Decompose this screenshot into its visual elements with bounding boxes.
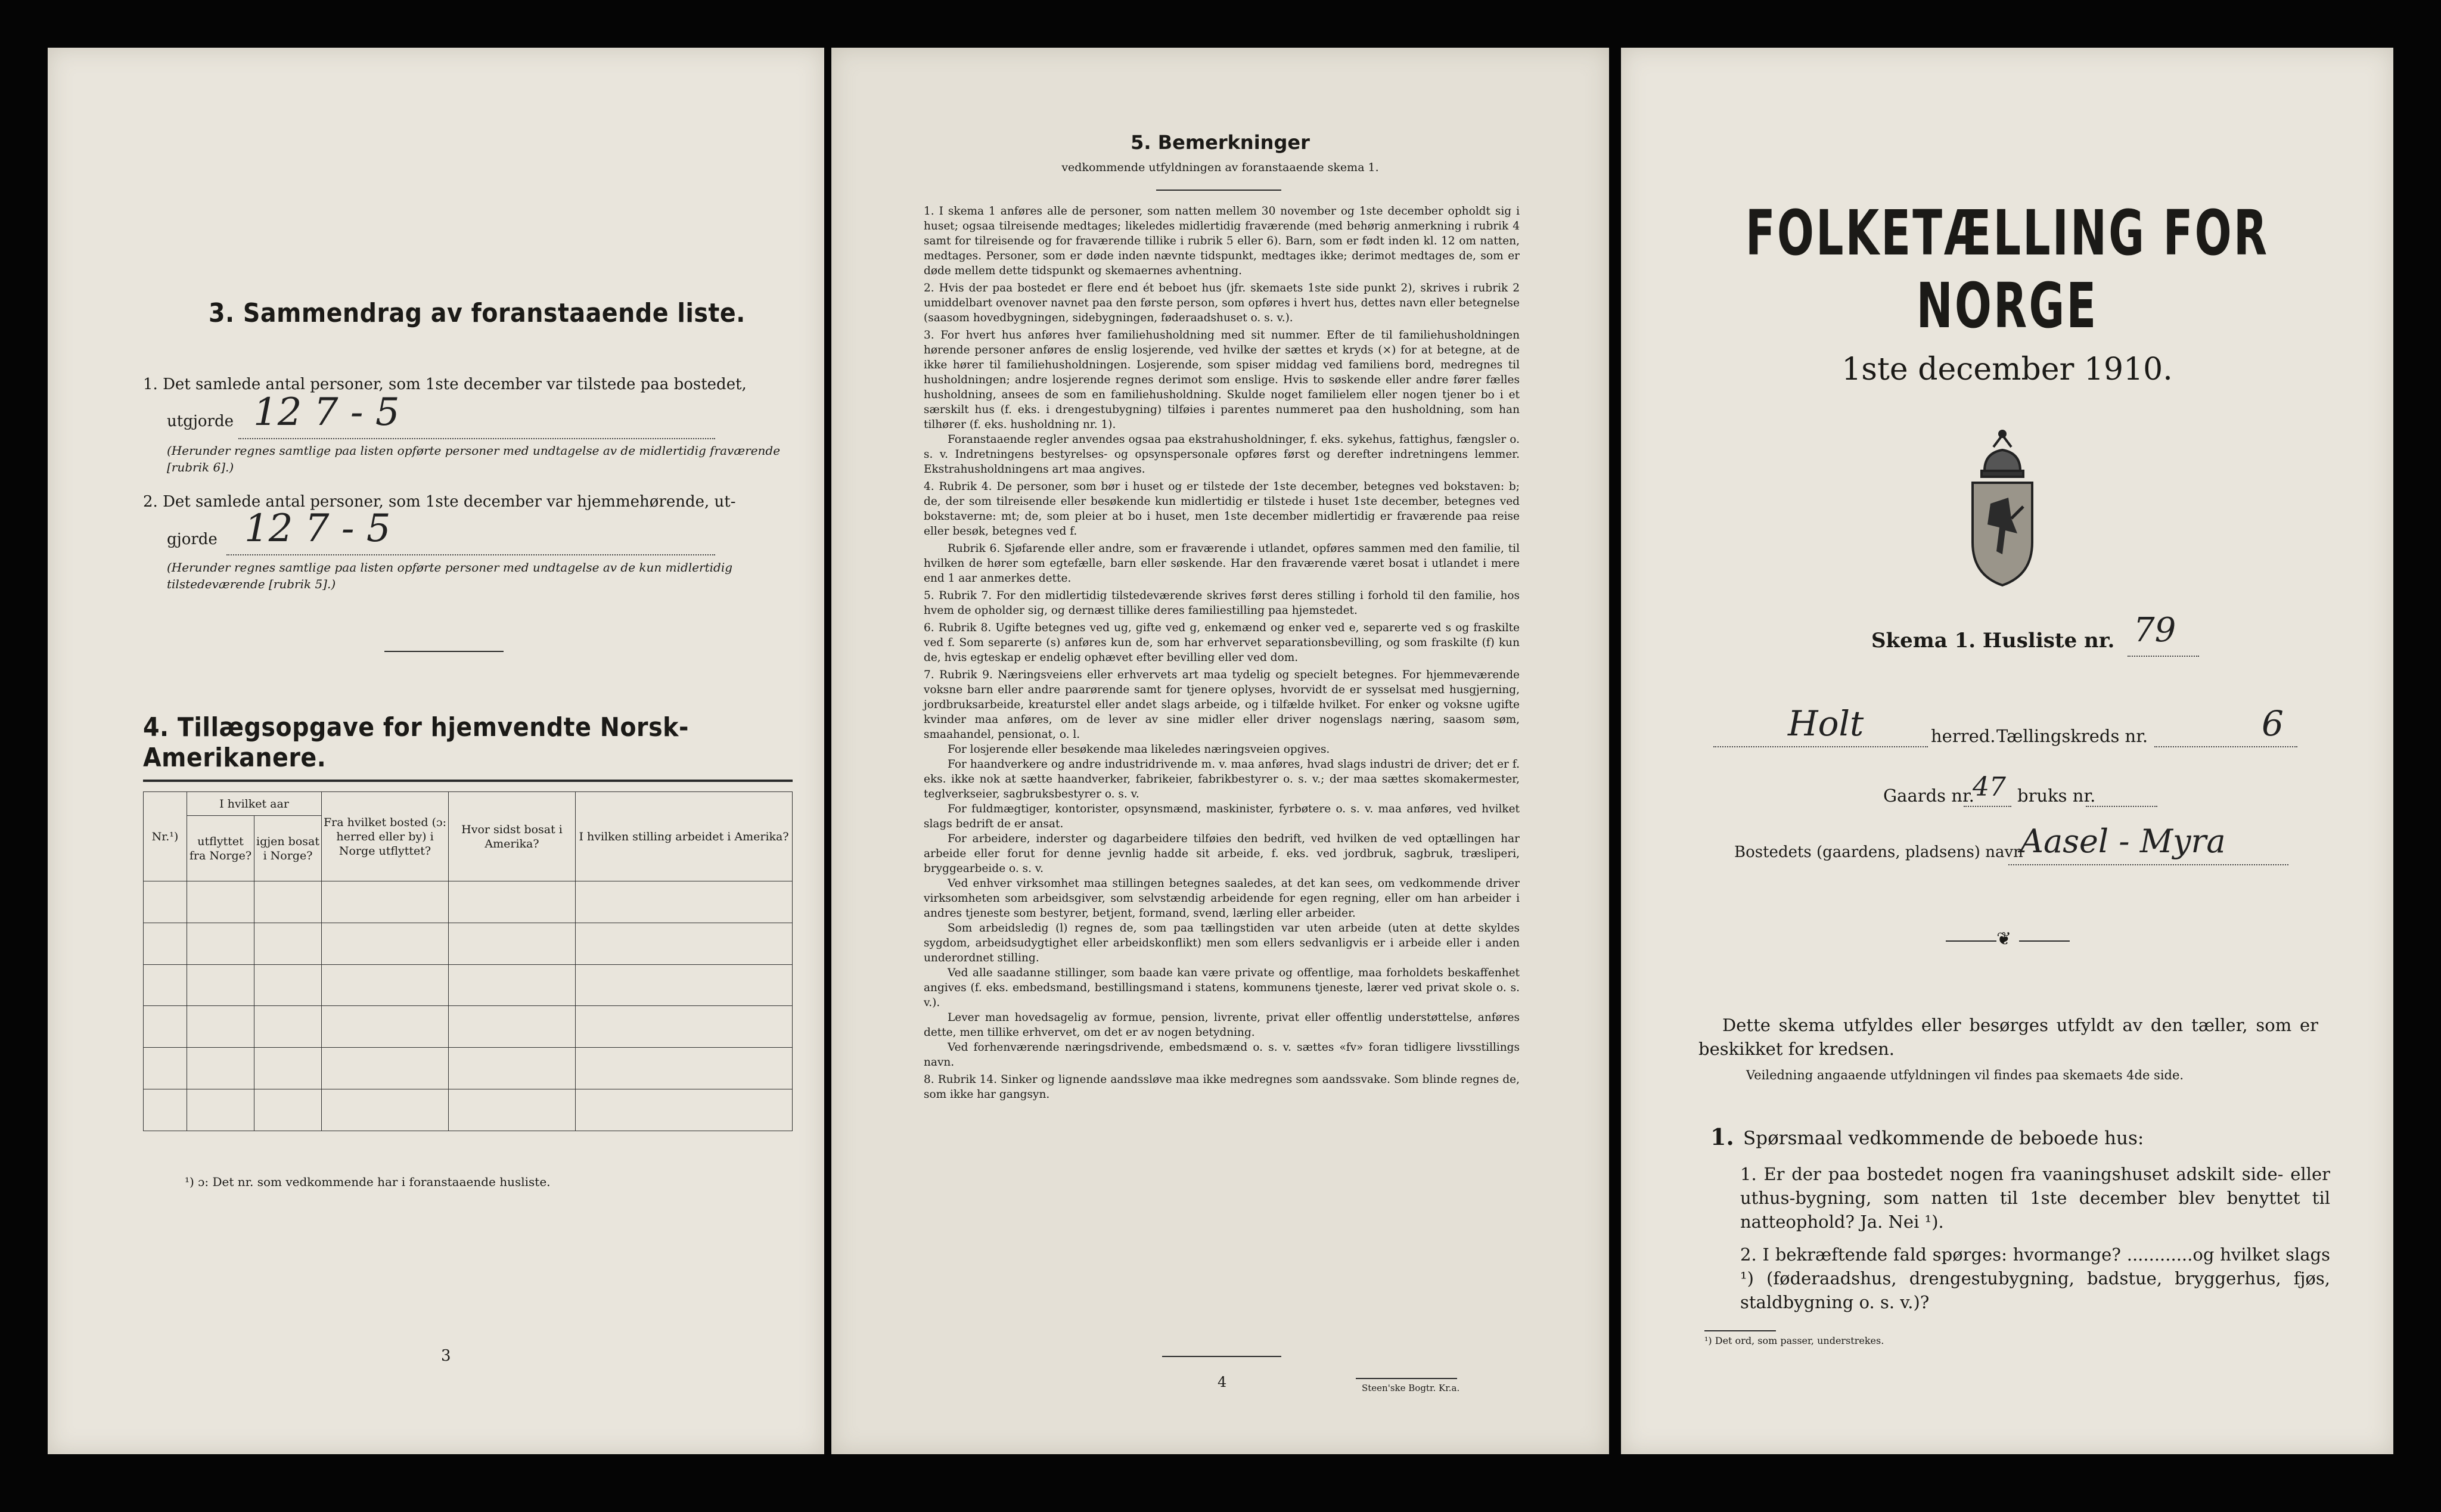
col-last: Hvor sidst bosat i Amerika?	[449, 792, 576, 881]
guide-text: Veiledning angaaende utfyldningen vil findes paa skemaets 4de side.	[1746, 1068, 2184, 1082]
remark-item: Ved alle saadanne stillinger, som baade kan være private og offentlige, maa forholdets beskaffenhet angives (f. eks. embedsmand, bestillingsmand i statens, kommunens tjeneste, lærer ved privat skole o. s. v.).	[924, 967, 1520, 1009]
page-4	[831, 48, 1609, 1454]
table-row	[144, 1048, 793, 1089]
husliste-line	[2128, 656, 2199, 657]
summary-item-2-value: 12 7 - 5	[244, 507, 391, 551]
summary-item-2-line	[226, 554, 715, 555]
herred-line	[1713, 746, 1928, 747]
question-heading-number: 1.	[1710, 1123, 1734, 1150]
bosted-value: Aasel - Myra	[2020, 822, 2226, 860]
table-row	[144, 964, 793, 1006]
remark-item: 1. I skema 1 anføres alle de personer, som natten mellem 30 november og 1ste december opholdt sig i huset; ogsaa tilreisende medtages; likeledes midlertidig fraværende (med behørig anmerkning i rubrik 4 samt for tilreisende og for fraværende tillike i rubrik 5 eller 6). Barn, som er født inden kl. 12 om natten, medtages. Personer, som er døde inden nævnte tidspunkt, medtages ikke; derimot medtages de, som er døde mellem dette tidspunkt og skemaernes avhentning.	[924, 205, 1520, 277]
col-nr: Nr.¹)	[144, 792, 187, 881]
remarks-divider	[1156, 190, 1281, 191]
herred-value: Holt	[1788, 703, 1864, 744]
remark-item: 2. Hvis der paa bostedet er flere end ét beboet hus (jfr. skemaets 1ste side punkt 2), skrives i rubrik 2 umiddelbart ovenover navnet paa den første person, som opføres i hvert hus, dettes navn eller betegnelse (saasom hovedbygningen, sidebygningen, føderaadshuset o. s. v.).	[924, 282, 1520, 324]
section-3-heading: 3. Sammendrag av foranstaaende liste.	[209, 298, 746, 328]
gaards-value: 47	[1973, 772, 2006, 802]
table-row	[144, 881, 793, 923]
ornament-right	[2019, 940, 2070, 942]
coat-of-arms-icon	[1952, 429, 2053, 590]
col-job: I hvilken stilling arbeidet i Amerika?	[576, 792, 793, 881]
remark-item: Som arbeidsledig (l) regnes de, som paa tællingstiden var uten arbeide (uten at dette skyldes sygdom, arbeidsudygtighet eller arbeidskonflikt) men som ellers sedvanligvis er i arbeide eller i anden underordnet stilling.	[924, 922, 1520, 964]
remark-item: 8. Rubrik 14. Sinker og lignende aandssløve maa ikke medregnes som aandssvake. Som blinde regnes de, som ikke har gangsyn.	[924, 1073, 1520, 1101]
page-3	[48, 48, 824, 1454]
summary-item-1: 1. Det samlede antal personer, som 1ste december var tilstede paa bostedet,	[143, 375, 747, 393]
printer-imprint: Steen'ske Bogtr. Kr.a.	[1362, 1383, 1460, 1393]
remark-item: 3. For hvert hus anføres hver familiehusholdning med sit nummer. Efter de til familiehusholdningen hørende personer anføres de enslig losjerende, ved hvilke der sættes et kryds (×) for at betegne, at de ikke hører til familiehusholdningen. Losjerende, som spiser middag ved familiens bord, medregnes til husholdningen; andre losjerende regnes derimot som enslige. Hvis to søskende eller andre fører fælles husholdning, ansees de som en familiehusholdning. Skulde noget familielem eller nogen tjener bo i et særskilt hus (f. eks. i drengestubygning) tilføies i parentes nummeret paa den husholdning, som han tilhører (f. eks. husholdning nr. 1).	[924, 329, 1520, 431]
summary-item-1-prefix: utgjorde	[167, 412, 234, 430]
section-4-heading: 4. Tillægsopgave for hjemvendte Norsk-Amerikanere.	[143, 712, 689, 773]
bruks-line	[2086, 806, 2157, 807]
ornament-icon: ❦	[1996, 929, 2012, 949]
remark-item: 6. Rubrik 8. Ugifte betegnes ved ug, gifte ved g, enkemænd og enker ved e, separerte ved s og fraskilte ved f. Som separerte (s) anføres kun de, som har erhvervet separationsbevilling, og som fraskilte (f) kun de, hvis egteskap er endelig ophævet efter bevilling eller ved dom.	[924, 622, 1520, 664]
remark-item: 5. Rubrik 7. For den midlertidig tilstedeværende skrives først deres stilling i forhold til den familie, hos hvem de opholder sig, og dernæst tillike deres familiestilling paa hjemstedet.	[924, 589, 1520, 617]
section-divider	[384, 651, 504, 652]
intro-text: Dette skema utfyldes eller besørges utfyldt av den tæller, som er beskikket for kredsen.	[1698, 1015, 2318, 1059]
footer-divider	[1162, 1356, 1281, 1357]
summary-item-1-value: 12 7 - 5	[253, 390, 400, 434]
page-number-4: 4	[1218, 1374, 1227, 1390]
husliste-nr: 79	[2133, 611, 2176, 650]
remark-item: 4. Rubrik 4. De personer, som bør i huset og er tilstede der 1ste december, betegnes ved bokstaven: b; de, der som tilreisende eller besøkende kun midlertidig er tilstede i huset 1ste december, betegnes ved bokstaverne: mt; de, som pleier at bo i huset, men 1ste december midlertidig er fraværende paa reise eller besøk, betegnes ved f.	[924, 480, 1520, 538]
question-1: 1. Er der paa bostedet nogen fra vaaningshuset adskilt side- eller uthus-bygning, som natten til 1ste december blev benyttet til natteophold? Ja. Nei ¹).	[1740, 1164, 2330, 1232]
gaards-line	[1964, 806, 2011, 807]
remark-item: Ved forhenværende næringsdrivende, embedsmænd o. s. v. sættes «fv» foran tidligere livsstillings navn.	[924, 1041, 1520, 1069]
herred-label: herred.	[1931, 726, 1996, 746]
page-footnote: ¹) Det ord, som passer, understrekes.	[1704, 1335, 1884, 1346]
printer-rule	[1356, 1378, 1457, 1379]
remark-item: For haandverkere og andre industridrivende m. v. maa anføres, hvad slags industri de driver; det er f. eks. ikke nok at sætte haandverker, fabrikeier, fabrikbestyrer o. s. v.; der maa sættes skomakermester, teglverkseier, sagbruksbestyrer o. s. v.	[924, 758, 1520, 800]
skema-label: Skema 1. Husliste nr.	[1871, 629, 2115, 653]
remarks-heading: 5. Bemerkninger	[1131, 131, 1310, 154]
bruks-label: bruks nr.	[2017, 786, 2096, 806]
col-emigrated: utflyttet fra Norge?	[187, 816, 254, 881]
ornament-left	[1946, 940, 1996, 942]
remark-item: For fuldmægtiger, kontorister, opsynsmænd, maskinister, fyrbøtere o. s. v. maa anføres, ved hvilket slags bedrift de er ansat.	[924, 803, 1520, 830]
norsk-amerikaner-table	[143, 791, 793, 1131]
remark-item: Rubrik 6. Sjøfarende eller andre, som er fraværende i utlandet, opføres sammen med den familie, til hvilken de hører som egtefælle, barn eller søskende. Har den fraværende været bosat i utlandet i mere end 1 aar anmerkes dette.	[924, 542, 1520, 585]
remark-item: Foranstaaende regler anvendes ogsaa paa ekstrahusholdninger, f. eks. sykehus, fattighus, fængsler o. s. v. Indretningens bestyrelses- og opsynspersonale opføres først og derefter indretningens lemmer. Ekstrahusholdningens art maa angives.	[924, 433, 1520, 476]
summary-item-1-line	[238, 438, 715, 439]
page-title	[1621, 48, 2393, 1454]
table-footnote: ¹) ɔ: Det nr. som vedkommende har i foranstaaende husliste.	[185, 1175, 551, 1189]
page-number-3: 3	[441, 1347, 451, 1365]
summary-item-2-prefix: gjorde	[167, 530, 218, 548]
census-title: FOLKETÆLLING FOR NORGE	[1745, 197, 2269, 342]
table-row	[144, 1006, 793, 1048]
census-date: 1ste december 1910.	[1841, 352, 2173, 387]
kreds-label: Tællingskreds nr.	[1996, 726, 2148, 746]
col-returned: igjen bosat i Norge?	[254, 816, 322, 881]
bosted-label: Bostedets (gaardens, pladsens) navn	[1734, 843, 2023, 861]
table-row	[144, 1089, 793, 1131]
summary-item-2: 2. Det samlede antal personer, som 1ste december var hjemmehørende, ut-	[143, 493, 736, 511]
table-top-rule	[143, 780, 793, 782]
remark-item: Ved enhver virksomhet maa stillingen betegnes saaledes, at det kan sees, om vedkommende driver virksomheten som arbeidsgiver, som selvstændig arbeidende for egen regning, eller om han arbeider i andres tjeneste som bestyrer, betjent, formand, svend, lærling eller arbeider.	[924, 877, 1520, 920]
kreds-line	[2154, 746, 2297, 747]
remark-item: 7. Rubrik 9. Næringsveiens eller erhvervets art maa tydelig og specielt betegnes. For hjemmeværende voksne barn eller andre paarørende samt for tjenere oplyses, hvorvidt de er sysselsat med husgjerning, jordbruksarbeide, kreaturstel eller andet slags arbeide, og i tilfælde hvilket. For enker og voksne ugifte kvinder maa anføres, om de lever av sine midler eller driver nogenslags næring, saasom søm, smaahandel, pensionat, o. l.	[924, 669, 1520, 741]
summary-item-1-note: (Herunder regnes samtlige paa listen opførte personer med undtagelse av de midlertidig fraværende [rubrik 6].)	[167, 443, 781, 474]
col-from: Fra hvilket bosted (ɔ: herred eller by) i Norge utflyttet?	[322, 792, 449, 881]
table-row	[144, 923, 793, 964]
remark-item: For arbeidere, inderster og dagarbeidere tilføies den bedrift, ved hvilken de ved optællingen har arbeide eller forut for denne jevnlig hadde sit arbeide, f. eks. ved jordbruk, sagbruk, træsliperi, bryggearbeide o. s. v.	[924, 833, 1520, 875]
remarks-list	[924, 204, 1520, 1102]
footnote-rule	[1704, 1330, 1776, 1331]
remarks-subheading: vedkommende utfyldningen av foranstaaende skema 1.	[1061, 161, 1379, 174]
bosted-line	[2008, 864, 2288, 865]
question-2: 2. I bekræftende fald spørges: hvormange? ............og hvilket slags ¹) (føderaadshus, drengestubygning, badstue, bryggerhus, fjøs, staldbygning o. s. v.)?	[1740, 1244, 2330, 1312]
remark-item: For losjerende eller besøkende maa likeledes næringsveien opgives.	[948, 743, 1330, 756]
col-year-group: I hvilket aar	[187, 792, 322, 816]
kreds-value: 6	[2262, 703, 2284, 744]
question-heading: Spørsmaal vedkommende de beboede hus:	[1743, 1128, 2144, 1149]
remark-item: Lever man hovedsagelig av formue, pension, livrente, privat eller offentlig understøttelse, anføres dette, men tillike erhvervet, om det er av nogen betydning.	[924, 1011, 1520, 1039]
summary-item-2-note: (Herunder regnes samtlige paa listen opførte personer med undtagelse av de kun midlertidig tilstedeværende [rubrik 5].)	[167, 560, 733, 591]
gaards-label: Gaards nr.	[1883, 786, 1974, 806]
